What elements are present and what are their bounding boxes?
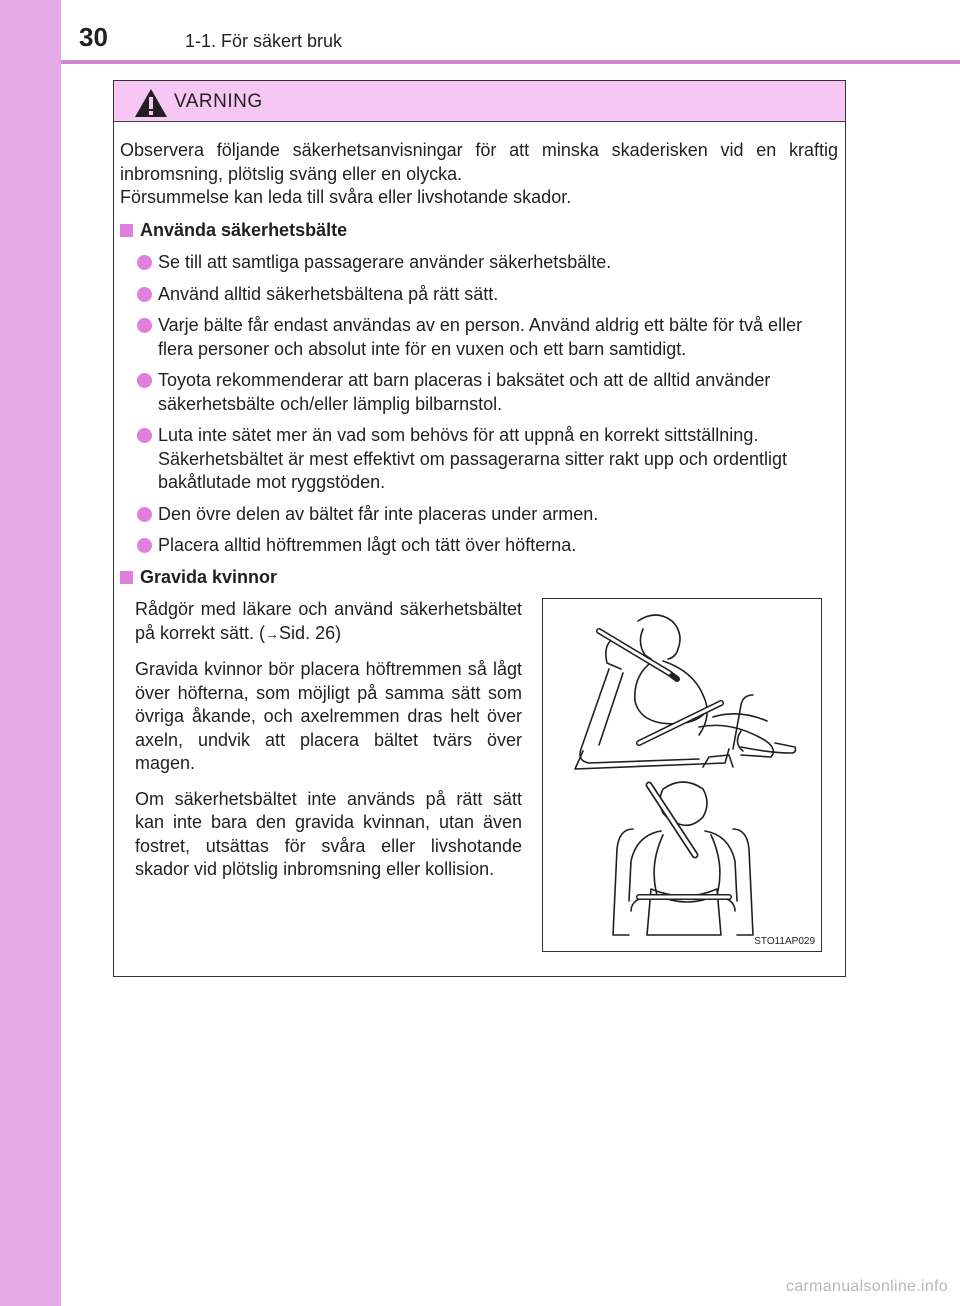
list-item bbox=[120, 503, 838, 527]
page-reference-link[interactable]: Sid. 26) bbox=[279, 622, 342, 643]
pregnant-para-3: Om säkerhetsbältet inte används på rätt sätt kan inte bara den gravida kvinnan, utan även fostret, utsättas för svåra eller livshotande skador vid plötslig inbromsning eller kollision. bbox=[135, 788, 522, 879]
warning-content bbox=[120, 139, 838, 589]
pregnant-para-1 bbox=[135, 598, 522, 646]
warning-intro: Observera följande säkerhetsanvisningar för att minska skaderisken vid en kraftig inbromsning, plötslig sväng eller en olycka. bbox=[120, 140, 838, 184]
arrow-right-icon: → bbox=[265, 625, 280, 642]
warning-header bbox=[114, 81, 845, 122]
list-item-text: Luta inte sätet mer än vad som behövs för att uppnå en korrekt sittställning. Säkerhetsbältet är mest effektivt om passagerarna sitter rakt upp och ordentligt bakåtlutade mot ryggstöden. bbox=[158, 425, 787, 492]
list-item-text: Se till att samtliga passagerare använder säkerhetsbälte. bbox=[158, 252, 612, 272]
header-rule bbox=[61, 60, 960, 64]
square-bullet-icon bbox=[120, 571, 133, 584]
warning-box bbox=[113, 80, 846, 977]
section-heading-seatbelt bbox=[120, 219, 838, 243]
seatbelt-bullet-list bbox=[120, 251, 838, 558]
warning-intro-2: Försummelse kan leda till svåra eller livshotande skador. bbox=[120, 187, 572, 207]
circle-bullet-icon bbox=[137, 255, 152, 270]
circle-bullet-icon bbox=[137, 538, 152, 553]
circle-bullet-icon bbox=[137, 287, 152, 302]
pregnant-woman-seatbelt-drawing bbox=[543, 599, 821, 951]
circle-bullet-icon bbox=[137, 318, 152, 333]
list-item-text: Placera alltid höftremmen lågt och tätt över höfterna. bbox=[158, 535, 577, 555]
list-item bbox=[120, 534, 838, 558]
square-bullet-icon bbox=[120, 224, 133, 237]
list-item-text: Den övre delen av bältet får inte placeras under armen. bbox=[158, 503, 599, 524]
warning-triangle-icon bbox=[134, 88, 168, 118]
warning-title: VARNING bbox=[174, 91, 263, 112]
list-item bbox=[120, 369, 838, 416]
list-item bbox=[120, 251, 838, 275]
section-title: 1-1. För säkert bruk bbox=[185, 31, 343, 51]
circle-bullet-icon bbox=[137, 373, 152, 388]
section-heading-text: Gravida kvinnor bbox=[140, 566, 278, 587]
page-number: 30 bbox=[79, 22, 108, 52]
section-heading-pregnant bbox=[120, 566, 838, 590]
page-header bbox=[61, 0, 960, 60]
para-text: Rådgör med läkare och använd säkerhetsbältet på korrekt sätt. ( bbox=[135, 599, 522, 643]
list-item bbox=[120, 314, 838, 361]
figure-code: STO11AP029 bbox=[754, 936, 815, 947]
seatbelt-illustration bbox=[542, 598, 822, 952]
list-item-text: Varje bälte får endast användas av en person. Använd aldrig ett bälte för två eller flera personer och absolut inte för en vuxen och ett barn samtidigt. bbox=[158, 315, 803, 359]
pregnant-para-2: Gravida kvinnor bör placera höftremmen så lågt över höfterna, som möjligt på samma sätt som övriga åkande, och axelremmen dras helt över axeln, undvik att placera bältet tvärs över magen. bbox=[135, 659, 522, 773]
circle-bullet-icon bbox=[137, 428, 152, 443]
list-item bbox=[120, 283, 838, 307]
side-tab-strip bbox=[0, 0, 61, 1306]
list-item bbox=[120, 424, 838, 495]
list-item-text: Använd alltid säkerhetsbältena på rätt sätt. bbox=[158, 283, 499, 304]
pregnant-text-column bbox=[135, 598, 522, 894]
section-heading-text: Använda säkerhetsbälte bbox=[140, 219, 348, 240]
watermark: carmanualsonline.info bbox=[786, 1278, 948, 1295]
list-item-text: Toyota rekommenderar att barn placeras i baksätet och att de alltid använder säkerhetsbälte och/eller lämplig bilbarnstol. bbox=[158, 370, 771, 414]
circle-bullet-icon bbox=[137, 507, 152, 522]
